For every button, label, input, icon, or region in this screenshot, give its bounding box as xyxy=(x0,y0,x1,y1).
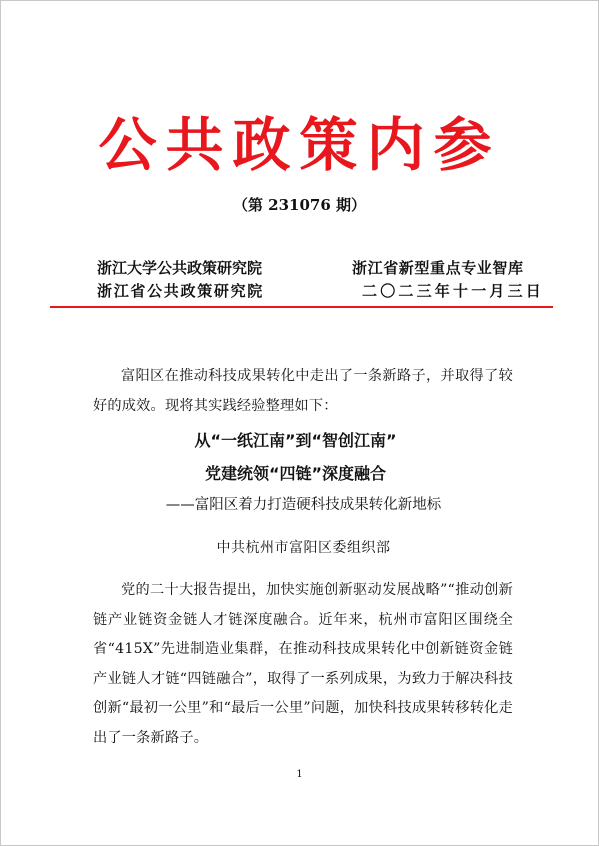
article-subtitle: ——富阳区着力打造硬科技成果转化新地标 xyxy=(165,497,442,513)
masthead-title: 公共政策内参 xyxy=(98,111,501,179)
org-zju-institute: 浙江大学公共政策研究院 xyxy=(97,259,263,277)
think-tank-label: 浙江省新型重点专业智库 xyxy=(352,259,524,277)
issue-number: （第 231076 期） xyxy=(232,196,367,214)
article-title-line-2: 党建统领“四链”深度融合 xyxy=(204,464,387,483)
article-author: 中共杭州市富阳区委组织部 xyxy=(216,540,391,556)
body-paragraph: 党的二十大报告提出，加快实施创新驱动发展战略”“推动创新链产业链资金链人才链深度融合。近年来，杭州市富阳区围绕全省“415X”先进制造业集群，在推动科技成果转化中创新链资金链产业链人才链“四链融合”，取得了一系列成果，为致力于解决科技创新“最初一公里”和“最后一公里”问题，加快科技成果转移转化走出了一条新路子。 xyxy=(93,582,513,746)
article-title-line-1: 从“一纸江南”到“智创江南” xyxy=(194,431,397,450)
header-divider xyxy=(50,306,553,308)
intro-paragraph: 富阳区在推动科技成果转化中走出了一条新路子，并取得了较好的成效。现将其实践经验整理如下： xyxy=(93,368,513,414)
page-number: 1 xyxy=(296,769,303,780)
org-provincial-institute: 浙江省公共政策研究院 xyxy=(97,282,265,300)
publish-date: 二〇二三年十一月三日 xyxy=(362,282,545,300)
